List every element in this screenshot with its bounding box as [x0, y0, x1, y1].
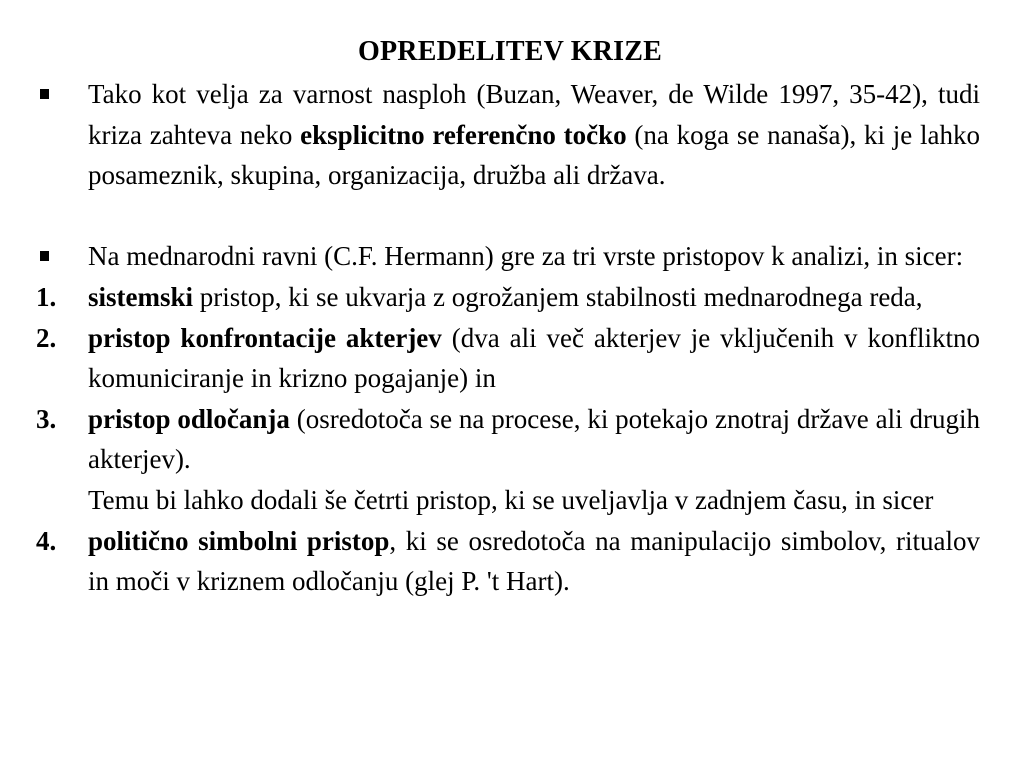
numbered-text: politično simbolni pristop, ki se osredotoča na manipulacijo simbolov, ritualov in moči v kriznem odločanju (glej P. 't Hart).: [88, 525, 980, 597]
slide-title: OPREDELITEV KRIZE: [358, 36, 662, 67]
numbered-text: sistemski pristop, ki se ukvarja z ogrožanjem stabilnosti mednarodnega reda,: [88, 281, 923, 312]
bullet-item-approaches: [36, 236, 980, 277]
bold-term: politično simbolni pristop: [88, 525, 390, 556]
list-number: 3.: [36, 403, 57, 434]
bullet-item-reference-point: [36, 74, 980, 196]
numbered-text: pristop odločanja (osredotoča se na procese, ki potekajo znotraj države ali drugih akterjev).: [88, 403, 980, 475]
bullet-text: Tako kot velja za varnost nasploh (Buzan, Weaver, de Wilde 1997, 35-42), tudi kriza zahteva neko eksplicitno referenčno točko (na koga se nanaša), ki je lahko posameznik, skupina, organizacija, družba ali država.: [88, 79, 980, 191]
bold-term: sistemski: [88, 281, 194, 312]
bullet-text: Na mednarodni ravni (C.F. Hermann) gre za tri vrste pristopov k analizi, in sicer:: [88, 241, 964, 272]
paragraph-spacer: [36, 196, 980, 237]
square-bullet-icon: [40, 89, 49, 99]
numbered-item-2: [36, 318, 980, 399]
note-text: Temu bi lahko dodali še četrti pristop, ki se uveljavlja v zadnjem času, in sicer: [88, 484, 934, 515]
list-number: 1.: [36, 281, 57, 312]
bold-term: pristop konfrontacije akterjev: [88, 322, 442, 353]
square-bullet-icon: [40, 251, 49, 261]
bold-term: eksplicitno referenčno točko: [300, 119, 627, 150]
bold-term: pristop odločanja: [88, 403, 290, 434]
numbered-item-1: [36, 277, 980, 318]
numbered-item-3: [36, 399, 980, 480]
slide-content: [36, 74, 980, 602]
numbered-item-4: [36, 521, 980, 602]
numbered-text: pristop konfrontacije akterjev (dva ali več akterjev je vključenih v konfliktno komuniciranje in krizno pogajanje) in: [88, 322, 980, 394]
note-paragraph: [36, 480, 980, 521]
list-number: 4.: [36, 525, 57, 556]
list-number: 2.: [36, 322, 57, 353]
